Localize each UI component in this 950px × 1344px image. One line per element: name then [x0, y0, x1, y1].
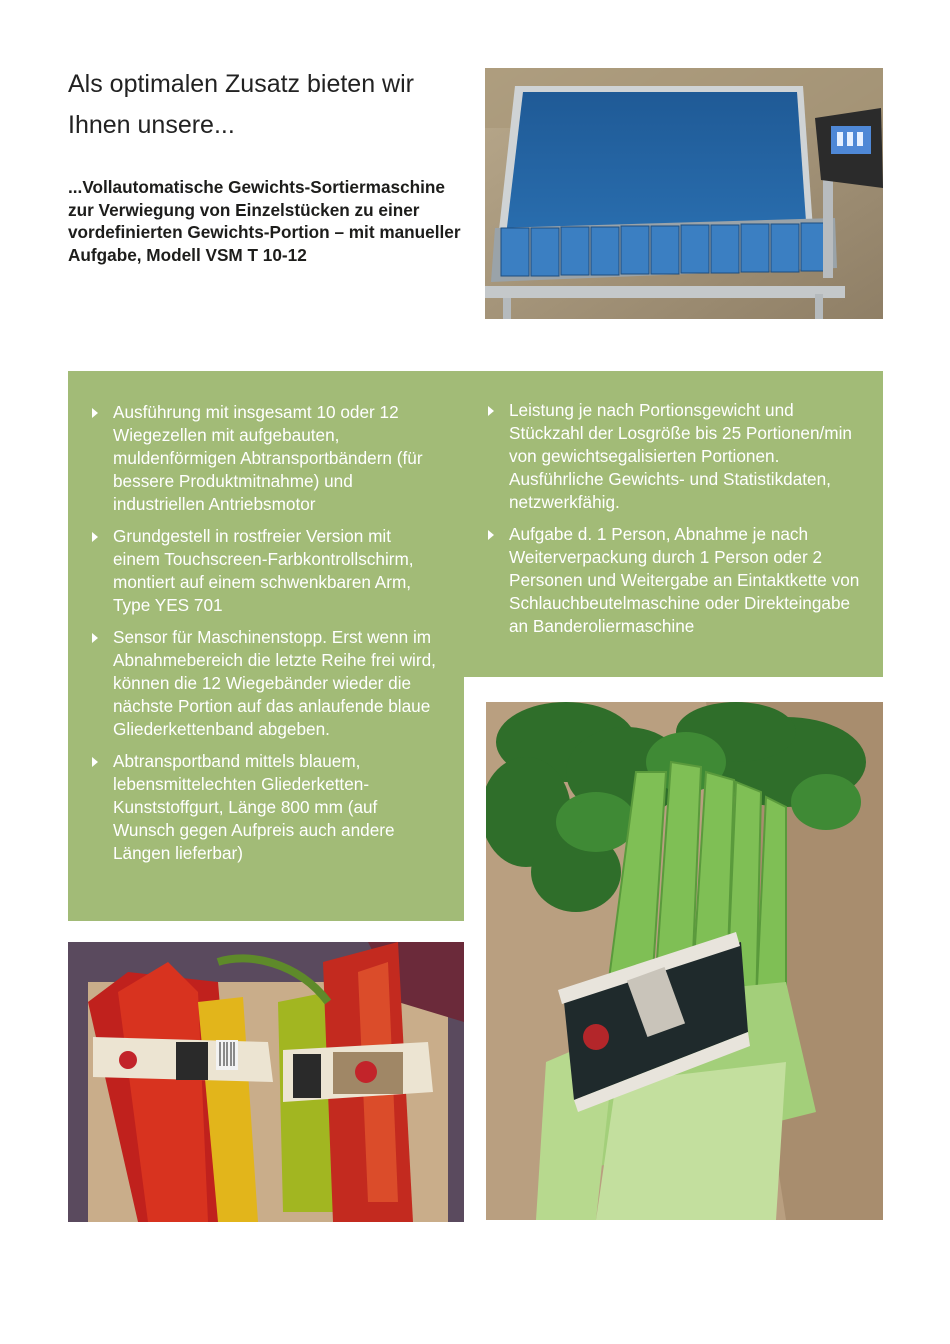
bullet-arrow-icon — [488, 406, 494, 416]
feature-text: Ausführung mit insgesamt 10 oder 12 Wiegezellen mit aufgebauten, muldenförmigen Abtransportbändern (für bessere Produktmitnahme) und industriellen Antriebsmotor — [113, 402, 423, 514]
feature-item — [90, 750, 440, 865]
feature-item — [90, 626, 440, 741]
feature-item — [486, 399, 871, 514]
feature-text: Grundgestell in rostfreier Version mit einem Touchscreen-Farbkontrollschirm, montiert auf einem schwenkbaren Arm, Type YES 701 — [113, 526, 414, 615]
features-list-left — [90, 401, 440, 874]
headline: Als optimalen Zusatz bieten wir Ihnen unsere... — [68, 70, 414, 139]
bullet-arrow-icon — [488, 530, 494, 540]
feature-text: Abtransportband mittels blauem, lebensmittelechten Gliederketten-Kunststoffgurt, Länge 800 mm (auf Wunsch gegen Aufpreis auch andere Längen lieferbar) — [113, 751, 395, 863]
feature-item — [486, 523, 871, 638]
bullet-arrow-icon — [92, 757, 98, 767]
features-list-right — [486, 399, 871, 647]
celery-bundle-photo — [486, 702, 883, 1220]
feature-item — [90, 401, 440, 516]
feature-text: Leistung je nach Portionsgewicht und Stückzahl der Losgröße bis 25 Portionen/min von gewichtsegalisierten Portionen. Ausführliche Gewichts- und Statistikdaten, netzwerkfähig. — [509, 400, 852, 512]
peppers-photo — [68, 942, 464, 1222]
feature-text: Aufgabe d. 1 Person, Abnahme je nach Weiterverpackung durch 1 Person oder 2 Personen und Weitergabe an Eintaktkette von Schlauchbeutelmaschine oder Direkteingabe an Banderoliermaschine — [509, 524, 860, 636]
weighing-machine-photo — [485, 68, 883, 319]
bullet-arrow-icon — [92, 633, 98, 643]
bullet-arrow-icon — [92, 408, 98, 418]
feature-text: Sensor für Maschinenstopp. Erst wenn im Abnahmebereich die letzte Reihe frei wird, können die 12 Wiegebänder wieder die nächste Portion auf das anlaufende blaue Gliederkettenband abgeben. — [113, 627, 436, 739]
feature-item — [90, 525, 440, 617]
product-subheading: ...Vollautomatische Gewichts-Sortiermaschine zur Verwiegung von Einzelstücken zu einer vordefinierten Gewichts-Portion – mit manueller Aufgabe, Modell VSM T 10-12 — [68, 177, 461, 265]
bullet-arrow-icon — [92, 532, 98, 542]
